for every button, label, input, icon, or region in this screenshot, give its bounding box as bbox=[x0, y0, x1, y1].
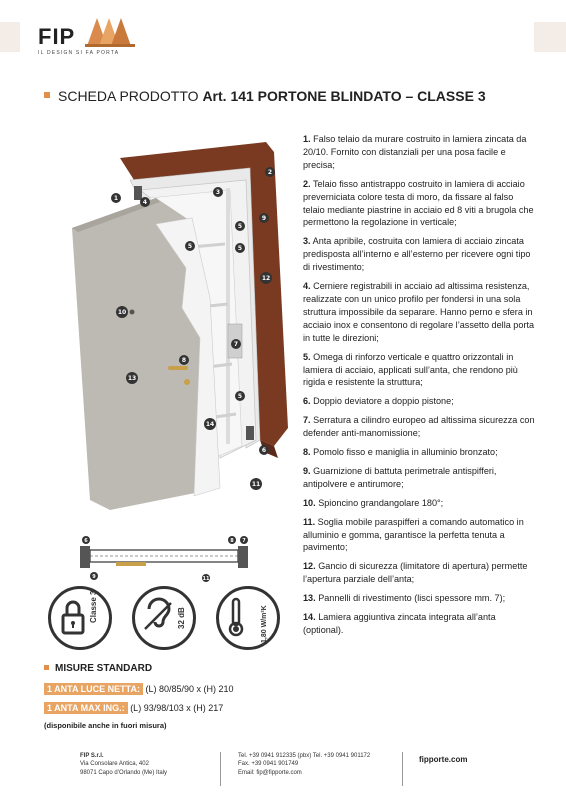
door-exploded-diagram bbox=[60, 128, 292, 510]
misure-row-1-value: (L) 80/85/90 x (H) 210 bbox=[145, 684, 234, 694]
plan-callout-11: 11 bbox=[202, 576, 210, 582]
feature-item bbox=[303, 351, 535, 390]
feature-text: Omega di rinforzo verticale e quattro orizzontali in lamiera di acciaio, applicati sull’anta, che rendono più rigida e resistente la struttura; bbox=[303, 351, 518, 388]
callout-11: 11 bbox=[251, 481, 261, 488]
feature-item bbox=[303, 516, 535, 555]
handle-icon bbox=[168, 366, 188, 370]
feature-text: Spioncino grandangolare 180°; bbox=[318, 497, 444, 508]
security-class-badge bbox=[48, 586, 112, 650]
footer-address-2: 98071 Capo d’Orlando (Me) Italy bbox=[80, 769, 168, 776]
callout-13: 13 bbox=[127, 375, 137, 382]
feature-item bbox=[303, 280, 535, 345]
feature-item bbox=[303, 395, 535, 408]
feature-item bbox=[303, 560, 535, 586]
callout-6: 6 bbox=[261, 447, 267, 454]
footer-website-link[interactable]: fipporte.com bbox=[419, 755, 468, 764]
callout-1: 1 bbox=[113, 195, 119, 202]
feature-list bbox=[303, 133, 535, 643]
misure-title bbox=[44, 663, 152, 674]
feature-text: Lamiera aggiuntiva zincata integrata all’anta (optional). bbox=[303, 612, 496, 635]
feature-text: Telaio fisso antistrappo costruito in lamiera di acciaio preverniciata colore testa di moro, da fissare al falso telaio mediante piastrine in acciaio ed 8 viti a brugola che permettono la regolazione in verticale; bbox=[303, 178, 534, 228]
feature-item bbox=[303, 446, 535, 459]
feature-number: 5. bbox=[303, 351, 311, 362]
security-class-label: Classe 3 bbox=[89, 590, 98, 623]
callout-5a: 5 bbox=[187, 243, 193, 250]
footer-tel: Tel. +39 0941 912335 (pbx) Tel. +39 0941 901172 bbox=[238, 753, 371, 759]
callout-5c: 5 bbox=[237, 223, 243, 230]
callout-5d: 5 bbox=[237, 393, 243, 400]
feature-number: 2. bbox=[303, 178, 311, 189]
misure-title-text: MISURE STANDARD bbox=[55, 663, 153, 674]
footer-divider-2 bbox=[402, 752, 403, 786]
callout-12: 12 bbox=[261, 275, 271, 282]
feature-number: 12. bbox=[303, 561, 316, 572]
feature-item bbox=[303, 592, 535, 605]
acoustic-label: 32 dB bbox=[177, 607, 186, 629]
logo-fan-icon bbox=[85, 16, 135, 48]
callout-10: 10 bbox=[117, 309, 127, 316]
feature-item bbox=[303, 414, 535, 440]
logo-tagline: IL DESIGN SI FA PORTA bbox=[38, 50, 120, 56]
feature-number: 7. bbox=[303, 415, 311, 426]
callout-5b: 5 bbox=[237, 245, 243, 252]
certification-badges bbox=[48, 586, 288, 658]
feature-text: Serratura a cilindro europeo ad altissima sicurezza con defender anti-manomissione; bbox=[303, 415, 535, 439]
title-product: Art. 141 PORTONE BLINDATO – CLASSE 3 bbox=[202, 88, 486, 104]
feature-text: Pannelli di rivestimento (lisci spessore mm. 7); bbox=[318, 593, 506, 604]
footer-contacts bbox=[238, 752, 370, 777]
logo-text: FIP bbox=[38, 24, 76, 49]
misure-row-2-value: (L) 93/98/103 x (H) 217 bbox=[130, 703, 224, 713]
fip-logo bbox=[38, 14, 138, 58]
feature-number: 1. bbox=[303, 134, 311, 144]
feature-text: Guarnizione di battuta perimetrale antispifferi, antipolvere e antirumore; bbox=[303, 465, 497, 489]
door-plan-section bbox=[76, 532, 252, 586]
callout-14: 14 bbox=[205, 421, 215, 428]
page-title bbox=[44, 88, 486, 104]
callout-8: 8 bbox=[181, 357, 187, 364]
thermometer-icon bbox=[219, 589, 277, 647]
callout-3: 3 bbox=[215, 189, 221, 196]
thermal-badge bbox=[216, 586, 280, 650]
feature-item bbox=[303, 465, 535, 491]
plan-callout-9: 9 bbox=[92, 574, 96, 580]
acoustic-badge bbox=[132, 586, 196, 650]
feature-number: 8. bbox=[303, 447, 311, 458]
callout-7: 7 bbox=[233, 341, 239, 348]
feature-item bbox=[303, 178, 535, 230]
misure-note: (disponibile anche in fuori misura) bbox=[44, 721, 167, 730]
padlock-icon bbox=[51, 589, 109, 647]
callout-4: 4 bbox=[142, 199, 148, 206]
footer-fax: Fax. +39 0941 901749 bbox=[238, 761, 299, 768]
plan-callout-6: 6 bbox=[84, 538, 88, 544]
feature-number: 10. bbox=[303, 497, 316, 508]
misure-row-2 bbox=[44, 702, 223, 714]
feature-number: 13. bbox=[303, 593, 316, 604]
title-prefix: SCHEDA PRODOTTO bbox=[58, 88, 199, 104]
plan-callout-8: 8 bbox=[230, 538, 234, 544]
footer bbox=[80, 752, 540, 792]
title-bullet bbox=[44, 92, 50, 98]
feature-text: Doppio deviatore a doppio pistone; bbox=[313, 396, 454, 407]
footer-divider-1 bbox=[220, 752, 221, 786]
footer-email[interactable]: Email: fip@fipporte.com bbox=[238, 769, 302, 776]
plan-callout-7: 7 bbox=[242, 538, 246, 544]
misure-bullet bbox=[44, 665, 49, 670]
misure-row-1 bbox=[44, 683, 234, 695]
feature-number: 3. bbox=[303, 236, 311, 247]
footer-address-1: Via Consolare Antica, 402 bbox=[80, 761, 149, 768]
feature-number: 11. bbox=[303, 516, 316, 527]
feature-text: Soglia mobile paraspifferi a comando automatico in alluminio e gomma, garantisce la perfetta tenuta a pavimento; bbox=[303, 516, 524, 553]
footer-address bbox=[80, 752, 167, 777]
footer-company: FIP S.r.l. bbox=[80, 753, 104, 759]
feature-item bbox=[303, 611, 535, 637]
feature-number: 6. bbox=[303, 396, 311, 407]
thermal-label: 1,80 W/m²K bbox=[261, 605, 268, 643]
feature-text: Anta apribile, costruita con lamiera di acciaio zincata predisposta all’interno e all’esterno per ricevere ogni tipo di rivestimento; bbox=[303, 236, 531, 273]
callout-2: 2 bbox=[267, 169, 273, 176]
feature-text: Gancio di sicurezza (limitatore di apertura) permette l’apertura parziale dell’anta; bbox=[303, 561, 528, 585]
feature-text: Pomolo fisso e maniglia in alluminio bronzato; bbox=[313, 447, 498, 458]
callout-9: 9 bbox=[261, 215, 267, 222]
misure-row-1-tag: 1 ANTA LUCE NETTA: bbox=[44, 683, 143, 695]
header-corner-right bbox=[534, 22, 566, 52]
feature-number: 14. bbox=[303, 612, 316, 623]
feature-number: 9. bbox=[303, 465, 311, 476]
misure-row-2-tag: 1 ANTA MAX ING.: bbox=[44, 702, 128, 714]
feature-text: Cerniere registrabili in acciaio ad altissima resistenza, realizzate con un unico profilo per fondersi in una sola struttura impossibile da separare. Hanno perno e sfera in acciaio inox e consentono di regolare l’assetto della porta in tutte le direzioni; bbox=[303, 281, 535, 343]
feature-item bbox=[303, 497, 535, 510]
feature-item bbox=[303, 235, 535, 274]
feature-number: 4. bbox=[303, 281, 311, 292]
feature-item bbox=[303, 133, 535, 172]
feature-text: Falso telaio da murare costruito in lamiera zincata da 20/10. Fornito con distanziali per una posa facile e precisa; bbox=[303, 134, 527, 170]
header bbox=[0, 0, 566, 62]
header-corner-left bbox=[0, 22, 20, 52]
